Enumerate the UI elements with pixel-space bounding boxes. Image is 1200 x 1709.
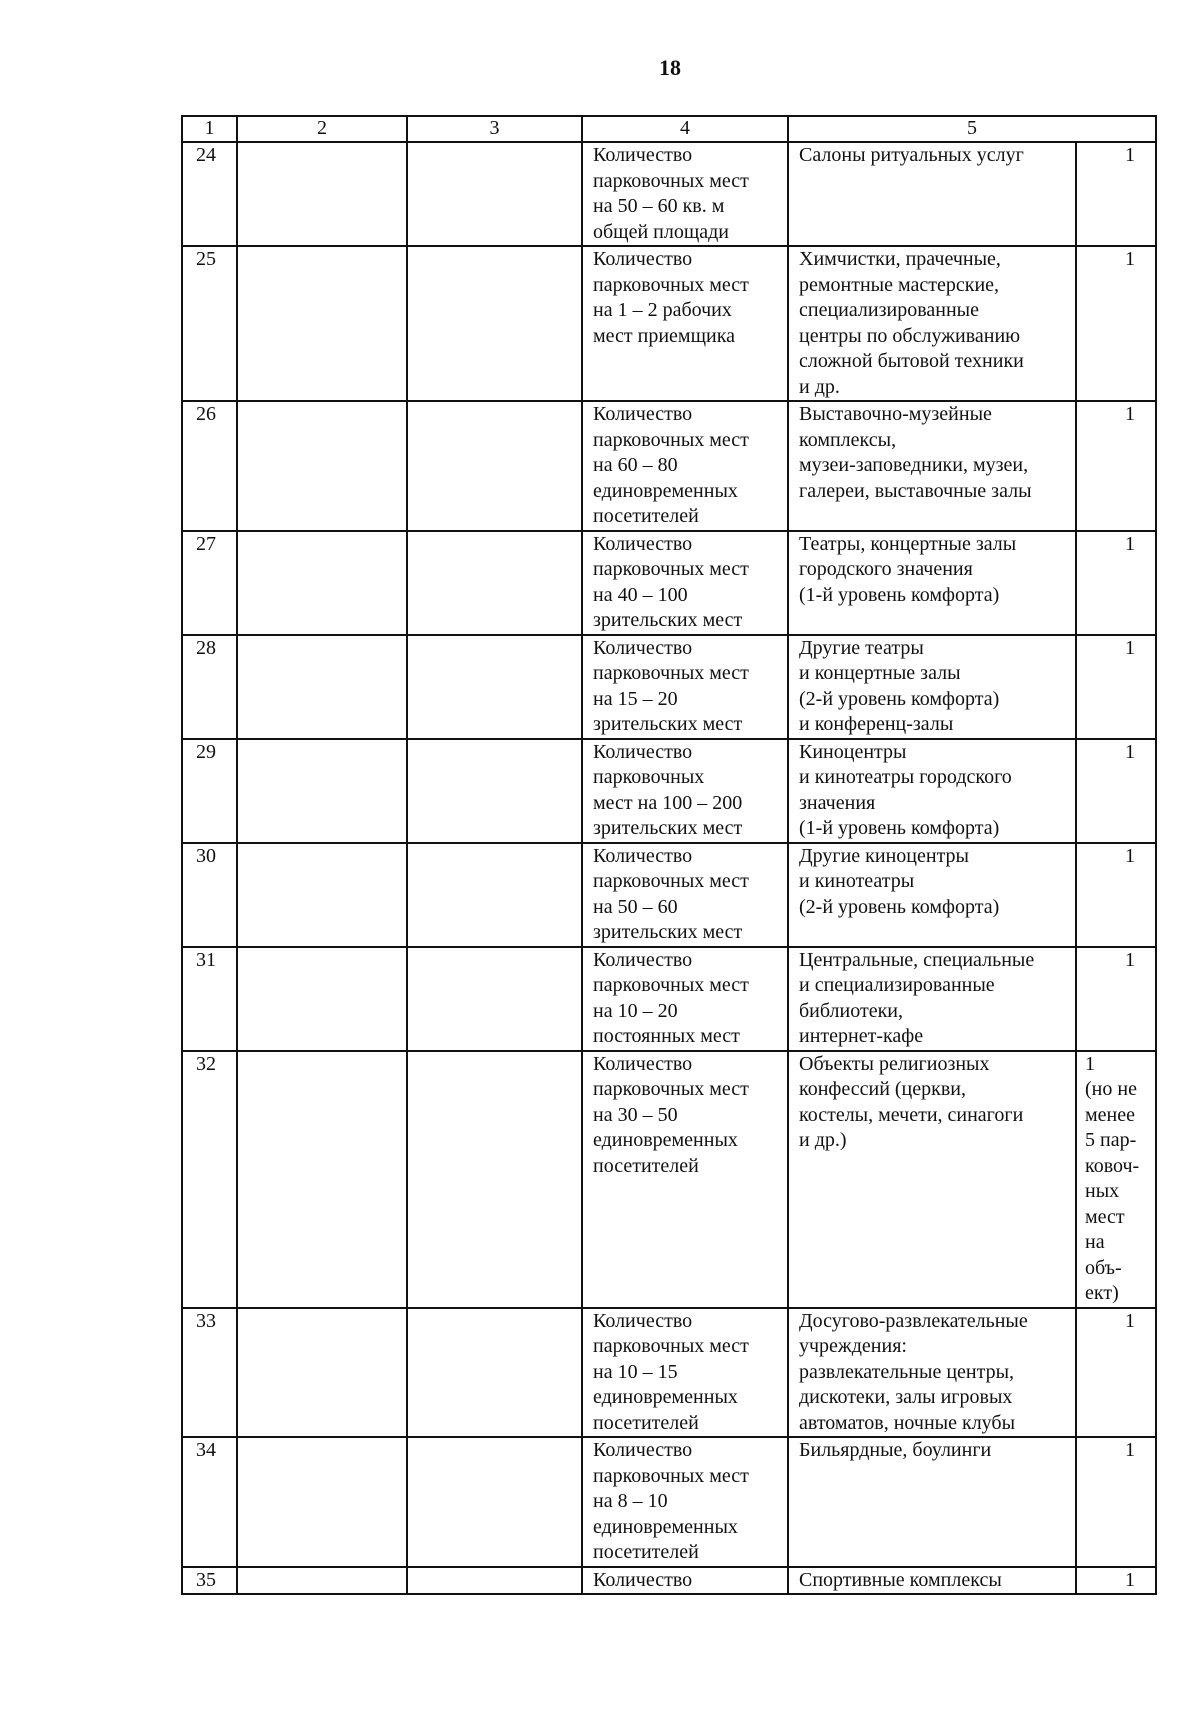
- facility-type-cell: Другие театры и концертные залы (2-й уровень комфорта) и конференц-залы: [788, 635, 1076, 739]
- indicator-cell: Количество: [582, 1567, 788, 1595]
- row-number-cell: 27: [182, 531, 237, 635]
- row-number-cell: 35: [182, 1567, 237, 1595]
- value-text: 1: [1125, 532, 1135, 555]
- table-row: [182, 843, 1156, 947]
- row-number-cell: 26: [182, 401, 237, 531]
- column-2-cell: [237, 1567, 407, 1595]
- indicator-cell: Количество парковочных мест на 40 – 100 зрительских мест: [582, 531, 788, 635]
- column-3-cell: [407, 1437, 582, 1567]
- indicator-cell: Количество парковочных мест на 8 – 10 единовременных посетителей: [582, 1437, 788, 1567]
- value-text: 1: [1125, 844, 1135, 867]
- row-number-cell: 24: [182, 142, 237, 246]
- facility-type-cell: Объекты религиозных конфессий (церкви, костелы, мечети, синагоги и др.): [788, 1051, 1076, 1308]
- table-row: [182, 142, 1156, 246]
- value-cell: [1076, 246, 1156, 401]
- indicator-cell: Количество парковочных мест на 30 – 50 единовременных посетителей: [582, 1051, 788, 1308]
- indicator-cell: Количество парковочных мест на 15 – 20 зрительских мест: [582, 635, 788, 739]
- table-row: [182, 1437, 1156, 1567]
- value-cell: [1076, 1051, 1156, 1308]
- indicator-cell: Количество парковочных мест на 10 – 20 постоянных мест: [582, 947, 788, 1051]
- table-row: [182, 947, 1156, 1051]
- column-2-cell: [237, 1308, 407, 1438]
- column-3-cell: [407, 739, 582, 843]
- indicator-cell: Количество парковочных мест на 1 – 2 рабочих мест приемщика: [582, 246, 788, 401]
- facility-type-cell: Выставочно-музейные комплексы, музеи-заповедники, музеи, галереи, выставочные залы: [788, 401, 1076, 531]
- column-2-cell: [237, 401, 407, 531]
- column-3-cell: [407, 1567, 582, 1595]
- column-3-cell: [407, 401, 582, 531]
- value-text: 1: [1125, 248, 1135, 270]
- facility-type-cell: Спортивные комплексы: [788, 1567, 1076, 1595]
- header-cell: 2: [237, 116, 407, 142]
- page-number: 18: [659, 55, 681, 80]
- row-number-cell: 33: [182, 1308, 237, 1438]
- value-cell: [1076, 947, 1156, 1051]
- table-row: [182, 1308, 1156, 1438]
- table-row: [182, 739, 1156, 843]
- value-text: 1 (но не менее 5 пар- ковоч- ных мест на объ- ект): [1085, 1052, 1140, 1304]
- value-text: 1: [1125, 1568, 1135, 1591]
- row-number-cell: 25: [182, 246, 237, 401]
- table-row: [182, 531, 1156, 635]
- column-3-cell: [407, 947, 582, 1051]
- facility-type-cell: Театры, концертные залы городского значения (1-й уровень комфорта): [788, 531, 1076, 635]
- facility-type-cell: Центральные, специальные и специализированные библиотеки, интернет-кафе: [788, 947, 1076, 1051]
- indicator-cell: Количество парковочных мест на 50 – 60 кв. м общей площади: [582, 142, 788, 246]
- indicator-cell: Количество парковочных мест на 100 – 200 зрительских мест: [582, 739, 788, 843]
- column-3-cell: [407, 843, 582, 947]
- value-text: 1: [1125, 740, 1135, 763]
- facility-type-cell: Бильярдные, боулинги: [788, 1437, 1076, 1567]
- column-3-cell: [407, 246, 582, 401]
- value-cell: [1076, 531, 1156, 635]
- column-2-cell: [237, 1051, 407, 1308]
- value-text: 1: [1125, 1309, 1135, 1332]
- column-3-cell: [407, 142, 582, 246]
- table-header-row: [182, 116, 1156, 142]
- table-row: [182, 401, 1156, 531]
- row-number-cell: 34: [182, 1437, 237, 1567]
- facility-type-cell: Химчистки, прачечные, ремонтные мастерские, специализированные центры по обслуживанию сложной бытовой техники и др.: [788, 246, 1076, 401]
- column-2-cell: [237, 739, 407, 843]
- value-cell: [1076, 1437, 1156, 1567]
- column-3-cell: [407, 635, 582, 739]
- value-cell: [1076, 843, 1156, 947]
- value-text: 1: [1125, 636, 1135, 659]
- value-cell: [1076, 1567, 1156, 1595]
- value-cell: [1076, 1308, 1156, 1438]
- table-body: [182, 116, 1156, 1594]
- table-row: [182, 1051, 1156, 1308]
- row-number-cell: 31: [182, 947, 237, 1051]
- table-row: [182, 1567, 1156, 1595]
- column-2-cell: [237, 142, 407, 246]
- header-cell: 3: [407, 116, 582, 142]
- indicator-cell: Количество парковочных мест на 60 – 80 единовременных посетителей: [582, 401, 788, 531]
- indicator-cell: Количество парковочных мест на 10 – 15 единовременных посетителей: [582, 1308, 788, 1438]
- column-3-cell: [407, 531, 582, 635]
- row-number-cell: 32: [182, 1051, 237, 1308]
- parking-norms-table: [181, 115, 1157, 1595]
- row-number-cell: 30: [182, 843, 237, 947]
- column-2-cell: [237, 843, 407, 947]
- row-number-cell: 29: [182, 739, 237, 843]
- column-2-cell: [237, 635, 407, 739]
- value-text: 1: [1125, 403, 1135, 425]
- facility-type-cell: Салоны ритуальных услуг: [788, 142, 1076, 246]
- indicator-cell: Количество парковочных мест на 50 – 60 зрительских мест: [582, 843, 788, 947]
- value-cell: [1076, 401, 1156, 531]
- facility-type-cell: Другие киноцентры и кинотеатры (2-й уровень комфорта): [788, 843, 1076, 947]
- column-3-cell: [407, 1051, 582, 1308]
- column-2-cell: [237, 531, 407, 635]
- column-2-cell: [237, 947, 407, 1051]
- table-row: [182, 635, 1156, 739]
- value-cell: [1076, 739, 1156, 843]
- table-row: [182, 246, 1156, 401]
- facility-type-cell: Досугово-развлекательные учреждения: развлекательные центры, дискотеки, залы игровых автоматов, ночные клубы: [788, 1308, 1076, 1438]
- column-3-cell: [407, 1308, 582, 1438]
- value-cell: [1076, 142, 1156, 246]
- header-cell: 5: [788, 116, 1156, 142]
- value-cell: [1076, 635, 1156, 739]
- value-text: 1: [1125, 144, 1135, 166]
- header-cell: 1: [182, 116, 237, 142]
- value-text: 1: [1125, 948, 1135, 971]
- column-2-cell: [237, 1437, 407, 1567]
- facility-type-cell: Киноцентры и кинотеатры городского значения (1-й уровень комфорта): [788, 739, 1076, 843]
- row-number-cell: 28: [182, 635, 237, 739]
- column-2-cell: [237, 246, 407, 401]
- header-cell: 4: [582, 116, 788, 142]
- value-text: 1: [1125, 1439, 1135, 1461]
